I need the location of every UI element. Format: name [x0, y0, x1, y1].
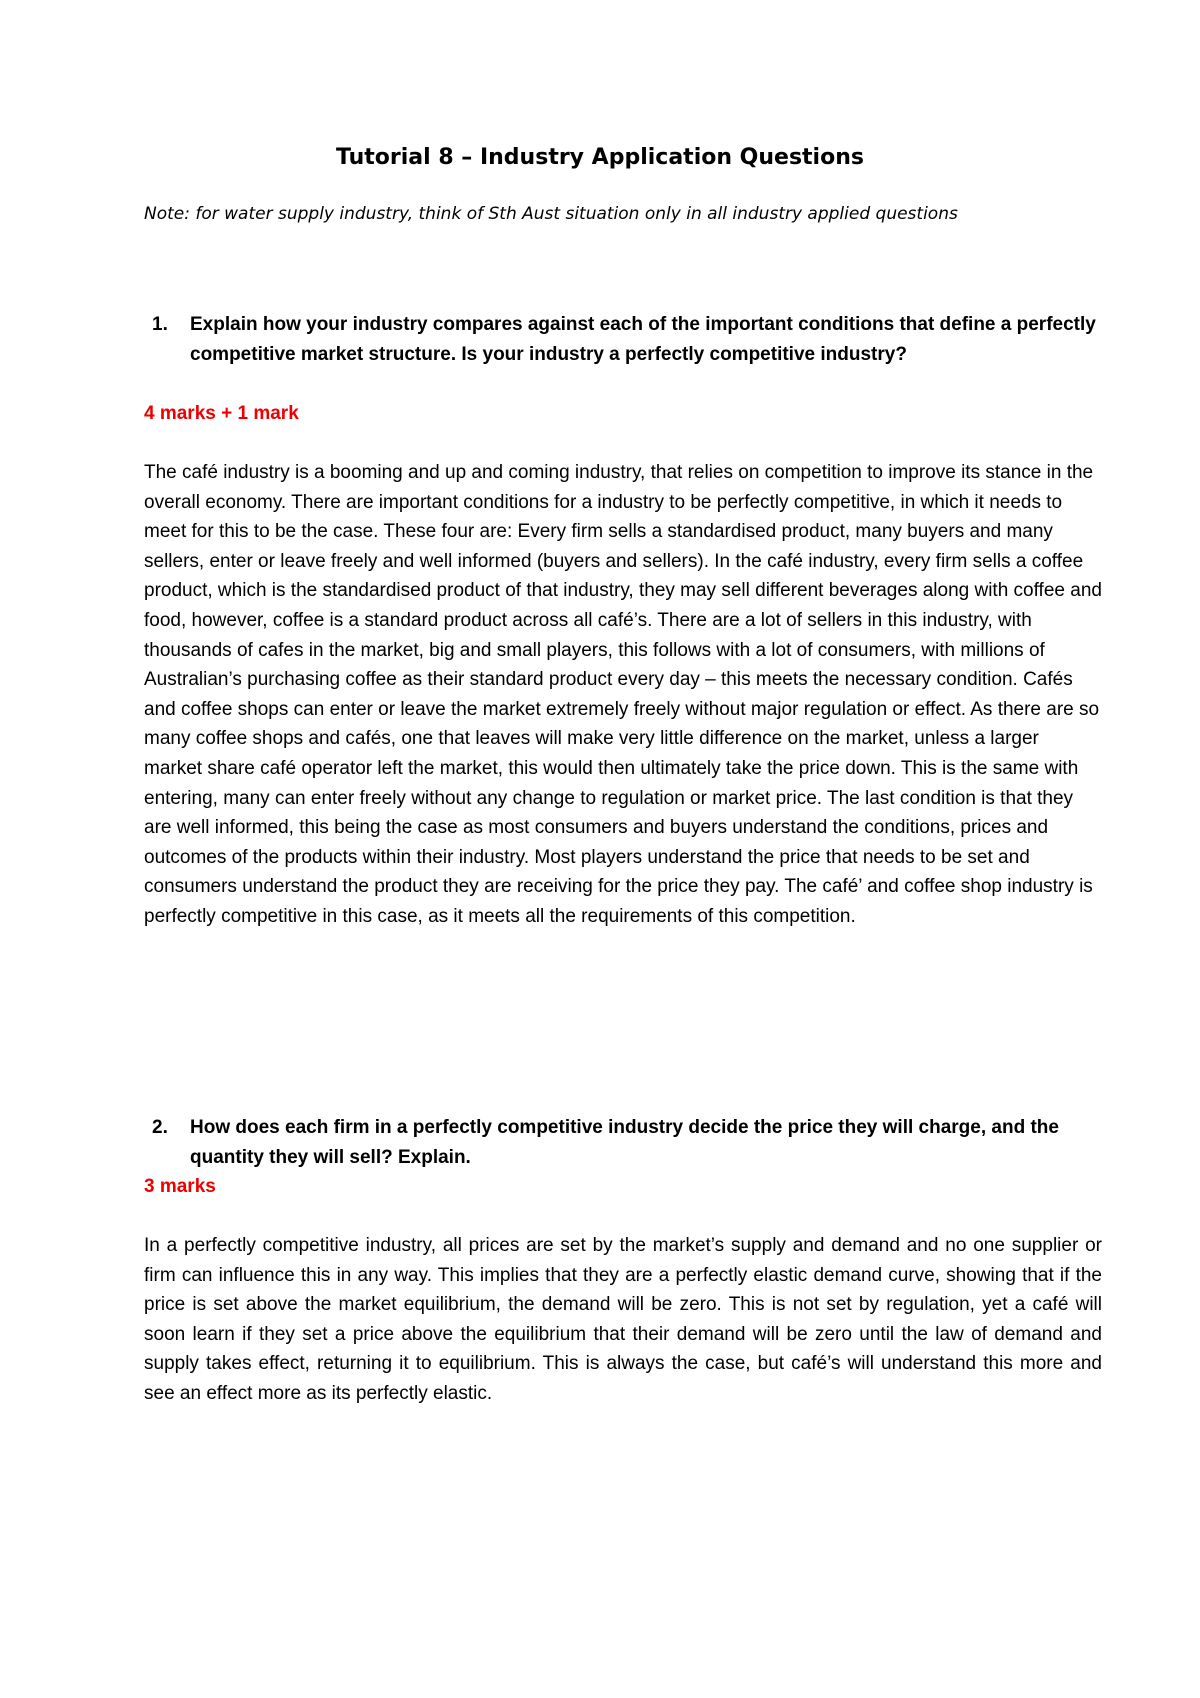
marks-label: 3 marks	[144, 1176, 216, 1197]
marks-label: 4 marks + 1 mark	[144, 403, 299, 424]
question-number: 1.	[152, 314, 168, 335]
question-text: Explain how your industry compares against each of the important conditions that define a perfectly competitive market structure. Is your industry a perfectly competitive industry?	[190, 314, 1096, 365]
instruction-note: Note: for water supply industry, think of Sth Aust situation only in all industry applied questions	[144, 204, 958, 224]
answer-text: The café industry is a booming and up and coming industry, that relies on competition to improve its stance in the overall economy. There are important conditions for a industry to be perfectly competitive, in which it needs to meet for this to be the case. These four are: Every firm sells a standardised product, many buyers and many sellers, enter or leave freely and well informed (buyers and sellers). In the café industry, every firm sells a coffee product, which is the standardised product of that industry, they may sell different beverages along with coffee and food, however, coffee is a standard product across all café’s. There are a lot of sellers in this industry, with thousands of cafes in the market, big and small players, this follows with a lot of consumers, with millions of Australian’s purchasing coffee as their standard product every day – this meets the necessary condition. Cafés and coffee shops can enter or leave the market extremely freely without major regulation or effect. As there are so many coffee shops and cafés, one that leaves will make very little difference on the market, unless a larger market share café operator left the market, this would then ultimately take the price down. This is the same with entering, many can enter freely without any change to regulation or market price. The last condition is that they are well informed, this being the case as most consumers and buyers understand the conditions, prices and outcomes of the products within their industry. Most players understand the price that needs to be set and consumers understand the product they are receiving for the price they pay. The café’ and coffee shop industry is perfectly competitive in this case, as it meets all the requirements of this competition.	[144, 462, 1102, 927]
question-1	[144, 310, 1104, 370]
question-text: How does each firm in a perfectly competitive industry decide the price they will charge, and the quantity they will sell? Explain.	[190, 1117, 1059, 1168]
question-2	[144, 1113, 1104, 1173]
page-title: Tutorial 8 – Industry Application Questions	[336, 145, 864, 170]
answer-text: In a perfectly competitive industry, all prices are set by the market’s supply and demand and no one supplier or firm can influence this in any way. This implies that they are a perfectly elastic demand curve, showing that if the price is set above the market equilibrium, the demand will be zero. This is not set by regulation, yet a café will soon learn if they set a price above the equilibrium that their demand will be zero until the law of demand and supply takes effect, returning it to equilibrium. This is always the case, but café’s will understand this more and see an effect more as its perfectly elastic.	[144, 1235, 1102, 1404]
question-number: 2.	[152, 1117, 168, 1138]
